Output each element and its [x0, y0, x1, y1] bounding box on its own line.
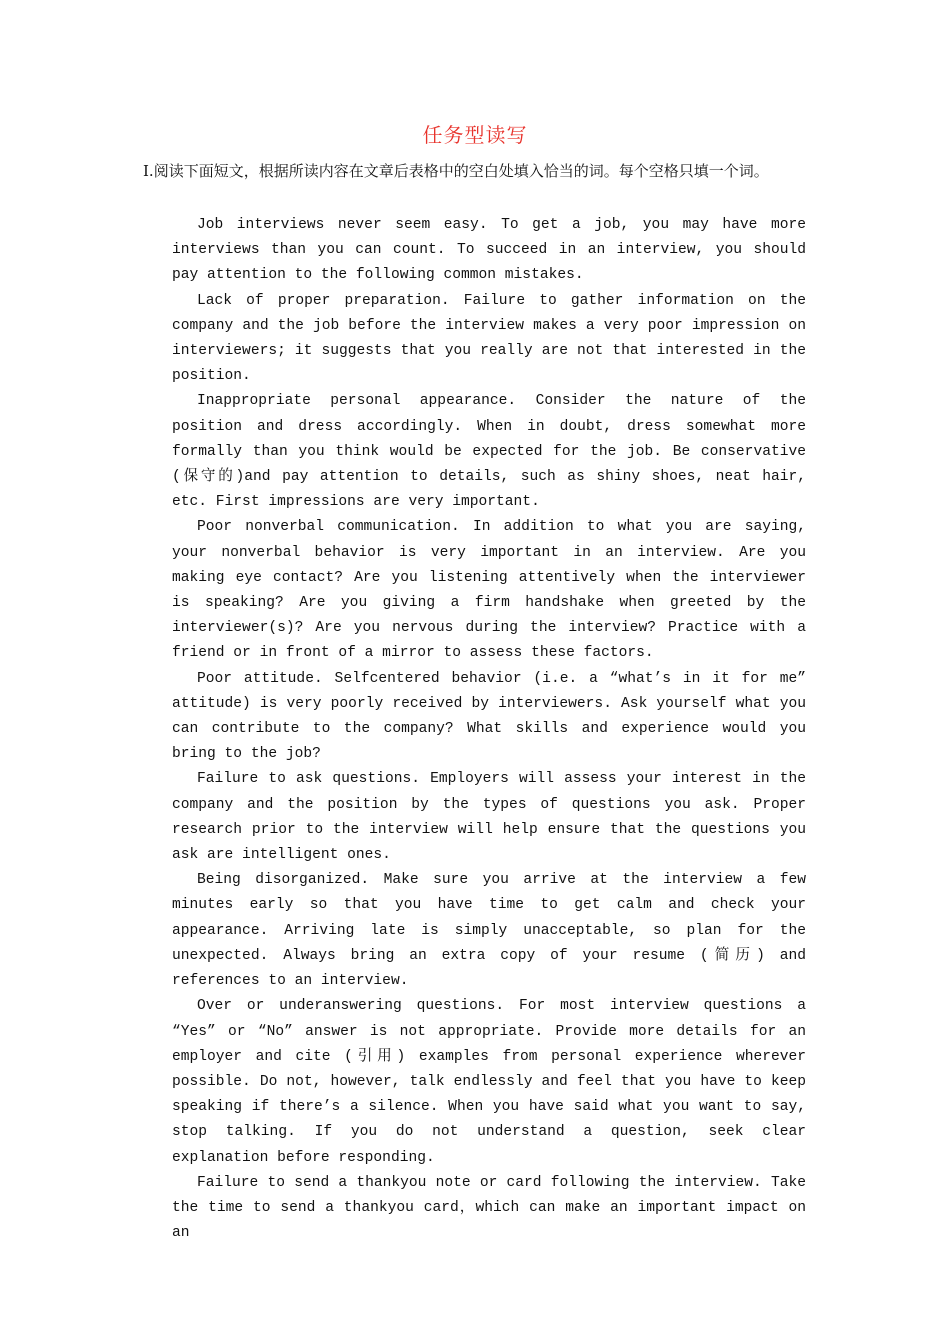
- paragraph: Being disorganized. Make sure you arrive at the interview a few minutes early so that you have time to get calm and check your appearance. Arriving late is simply unacceptable, so plan for the unexpected. Always bring an extra copy of your resume (简历) and references to an interview.: [172, 872, 806, 990]
- reading-passage: [172, 213, 806, 1246]
- paragraph: Lack of proper preparation. Failure to gather information on the company and the job before the interview makes a very poor impression on interviewers; it suggests that you really are not that interested in the position.: [172, 292, 806, 385]
- paragraph: Poor nonverbal communication. In addition to what you are saying, your nonverbal behavior is very important in an interview. Are you making eye contact? Are you listening attentively when the interviewer is speaking? Are you giving a firm handshake when greeted by the interviewer(s)? Are you nervous during the interview? Practice with a friend or in front of a mirror to assess these factors.: [172, 519, 806, 662]
- task-instruction: I.阅读下面短文，根据所读内容在文章后表格中的空白处填入恰当的词。每个空格只填一个词。: [143, 162, 769, 180]
- paragraph: Inappropriate personal appearance. Consider the nature of the position and dress accordingly. When in doubt, dress somewhat more formally than you think would be expected for the job. Be conservative (保守的)and pay attention to details, such as shiny shoes, neat hair, etc. First impressions are very important.: [172, 393, 806, 511]
- paragraph: Poor attitude. Selfcentered behavior (i.e. a “what’s in it for me” attitude) is very poorly received by interviewers. Ask yourself what you can contribute to the company? What skills and experience would you bring to the job?: [172, 670, 806, 763]
- paragraph: Over or underanswering questions. For most interview questions a “Yes” or “No” answer is not appropriate. Provide more details for an employer and cite (引用) examples from personal experience wherever possible. Do not, however, talk endlessly and feel that you have to keep speaking if there’s a silence. When you have said what you want to say, stop talking. If you do not understand a question, seek clear explanation before responding.: [172, 998, 806, 1166]
- page-title: 任务型读写: [422, 123, 528, 147]
- paragraph: Job interviews never seem easy. To get a job, you may have more interviews than you can count. To succeed in an interview, you should pay attention to the following common mistakes.: [172, 217, 806, 284]
- paragraph: Failure to send a thankyou note or card following the interview. Take the time to send a thankyou card，which can make an important impact on an: [172, 1174, 806, 1242]
- paragraph: Failure to ask questions. Employers will assess your interest in the company and the position by the types of questions you ask. Proper research prior to the interview will help ensure that the questions you ask are intelligent ones.: [172, 771, 806, 864]
